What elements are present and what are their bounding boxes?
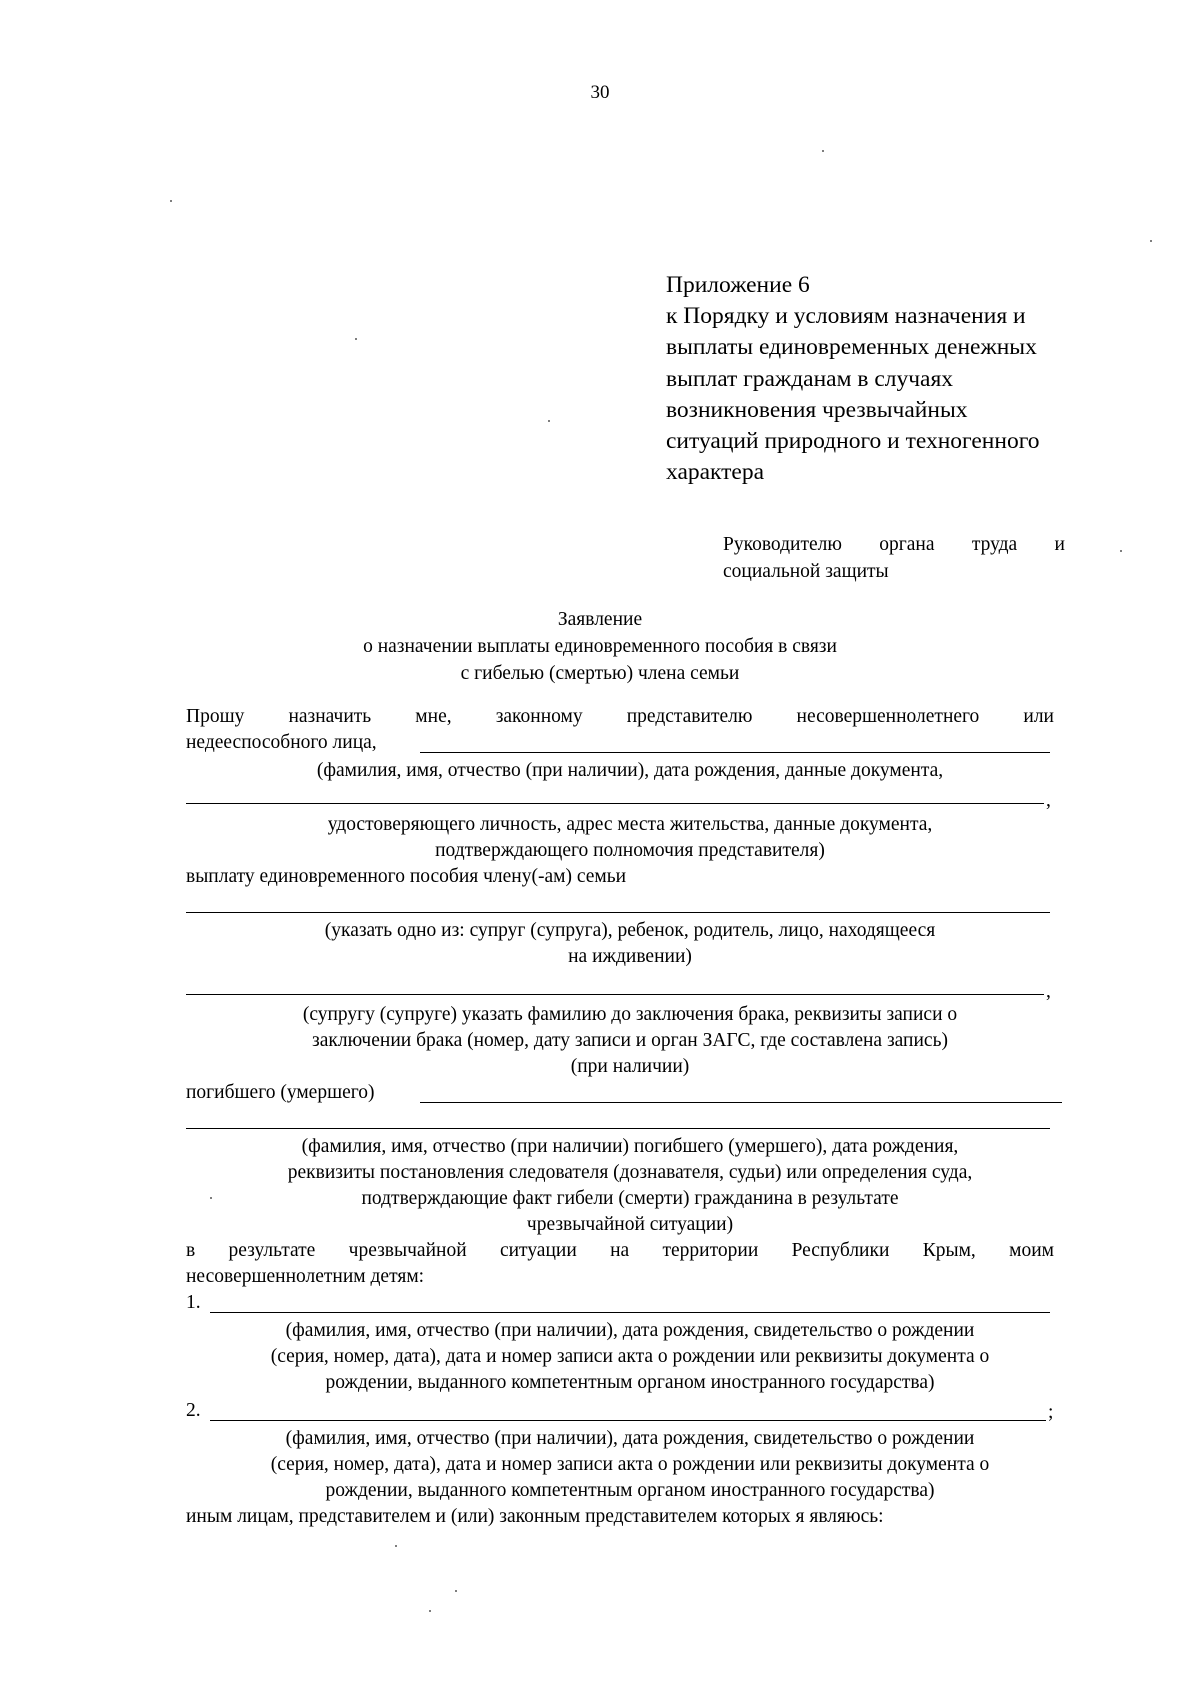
- scan-speck: [455, 1590, 457, 1592]
- page-number: 30: [590, 82, 610, 103]
- hint-text: (серия, номер, дата), дата и номер записи акта о рождении или реквизиты документа о: [270, 1346, 990, 1367]
- scan-speck: [1150, 240, 1152, 242]
- appendix-line: Приложение 6: [666, 272, 810, 298]
- hint-text: (фамилия, имя, отчество (при наличии), дата рождения, свидетельство о рождении: [285, 1428, 975, 1449]
- scan-speck: [822, 150, 824, 152]
- addressee-line: социальной защиты: [723, 560, 889, 582]
- hint-text: (фамилия, имя, отчество (при наличии) погибшего (умершего), дата рождения,: [301, 1136, 959, 1157]
- appendix-line: характера: [666, 459, 765, 486]
- hint-text: рождении, выданного компетентным органом иностранного государства): [325, 1480, 935, 1501]
- scan-speck: [429, 1610, 431, 1612]
- hint-text: (супругу (супруге) указать фамилию до заключения брака, реквизиты записи о: [302, 1004, 958, 1025]
- hint-text: (фамилия, имя, отчество (при наличии), дата рождения, данные документа,: [316, 760, 944, 781]
- hint-text: подтверждающие факт гибели (смерти) гражданина в результате: [361, 1188, 899, 1209]
- addressee-line: Руководителю органа труда и: [723, 534, 1065, 555]
- addressee: [723, 532, 1065, 585]
- hint-text: удостоверяющего личность, адрес места жительства, данные документа,: [327, 814, 933, 835]
- request-text: недееспособного лица,: [186, 732, 377, 753]
- appendix-line: возникновения чрезвычайных: [666, 396, 968, 423]
- hint-text: реквизиты постановления следователя (дознавателя, судьи) или определения суда,: [287, 1162, 973, 1183]
- hint-text: заключении брака (номер, дату записи и орган ЗАГС, где составлена запись): [312, 1030, 948, 1051]
- appendix-line: ситуаций природного и техногенного: [666, 428, 1040, 455]
- hint-text: рождении, выданного компетентным органом иностранного государства): [325, 1372, 935, 1393]
- applicant-input-line[interactable]: [420, 752, 1050, 753]
- scan-speck: [170, 200, 172, 202]
- hint-text: на иждивении): [568, 946, 692, 967]
- document-title: [0, 606, 1200, 687]
- semicolon: ;: [1048, 1402, 1054, 1423]
- payment-text: выплату единовременного пособия члену(-ам) семьи: [186, 866, 627, 887]
- scan-speck: [395, 1545, 397, 1547]
- appendix-line: выплат гражданам в случаях: [666, 365, 954, 392]
- other-persons-text: иным лицам, представителем и (или) законным представителем которых я являюсь:: [186, 1506, 884, 1527]
- spouse-input-line[interactable]: [186, 994, 1044, 995]
- hint-text: (фамилия, имя, отчество (при наличии), дата рождения, свидетельство о рождении: [285, 1320, 975, 1341]
- scan-speck: [355, 338, 357, 340]
- hint-text: (указать одно из: супруг (супруга), ребенок, родитель, лицо, находящееся: [324, 920, 936, 941]
- scan-speck: [1120, 550, 1122, 552]
- deceased-input-line-2[interactable]: [186, 1128, 1050, 1129]
- comma: ,: [1046, 790, 1051, 811]
- hint-text: подтверждающего полномочия представителя): [435, 840, 825, 861]
- scan-speck: [210, 1197, 212, 1199]
- appendix-line: к Порядку и условиям назначения и: [666, 303, 1026, 330]
- title-line: с гибелью (смертью) члена семьи: [460, 663, 740, 684]
- appendix-line: выплаты единовременных денежных: [666, 334, 1037, 361]
- request-text: Прошу назначить мне, законному представителю несовершеннолетнего или: [186, 706, 1054, 727]
- title-line: о назначении выплаты единовременного пособия в связи: [363, 636, 837, 657]
- child-2-input-line[interactable]: [210, 1420, 1046, 1421]
- emergency-text: в результате чрезвычайной ситуации на территории Республики Крым, моим: [186, 1240, 1054, 1261]
- child-1-input-line[interactable]: [210, 1312, 1050, 1313]
- emergency-text: несовершеннолетним детям:: [186, 1266, 425, 1287]
- title-line: Заявление: [557, 609, 643, 630]
- appendix-header: [666, 270, 1106, 488]
- child-2-number: 2.: [186, 1400, 201, 1421]
- child-1-number: 1.: [186, 1292, 201, 1313]
- comma: ,: [1046, 981, 1051, 1002]
- hint-text: (серия, номер, дата), дата и номер записи акта о рождении или реквизиты документа о: [270, 1454, 990, 1475]
- applicant-input-line-2[interactable]: [186, 803, 1044, 804]
- hint-text: (при наличии): [570, 1056, 690, 1077]
- deceased-input-line[interactable]: [420, 1102, 1062, 1103]
- deceased-label: погибшего (умершего): [186, 1082, 375, 1103]
- member-input-line[interactable]: [186, 912, 1050, 913]
- scan-speck: [548, 420, 550, 422]
- hint-text: чрезвычайной ситуации): [526, 1214, 734, 1235]
